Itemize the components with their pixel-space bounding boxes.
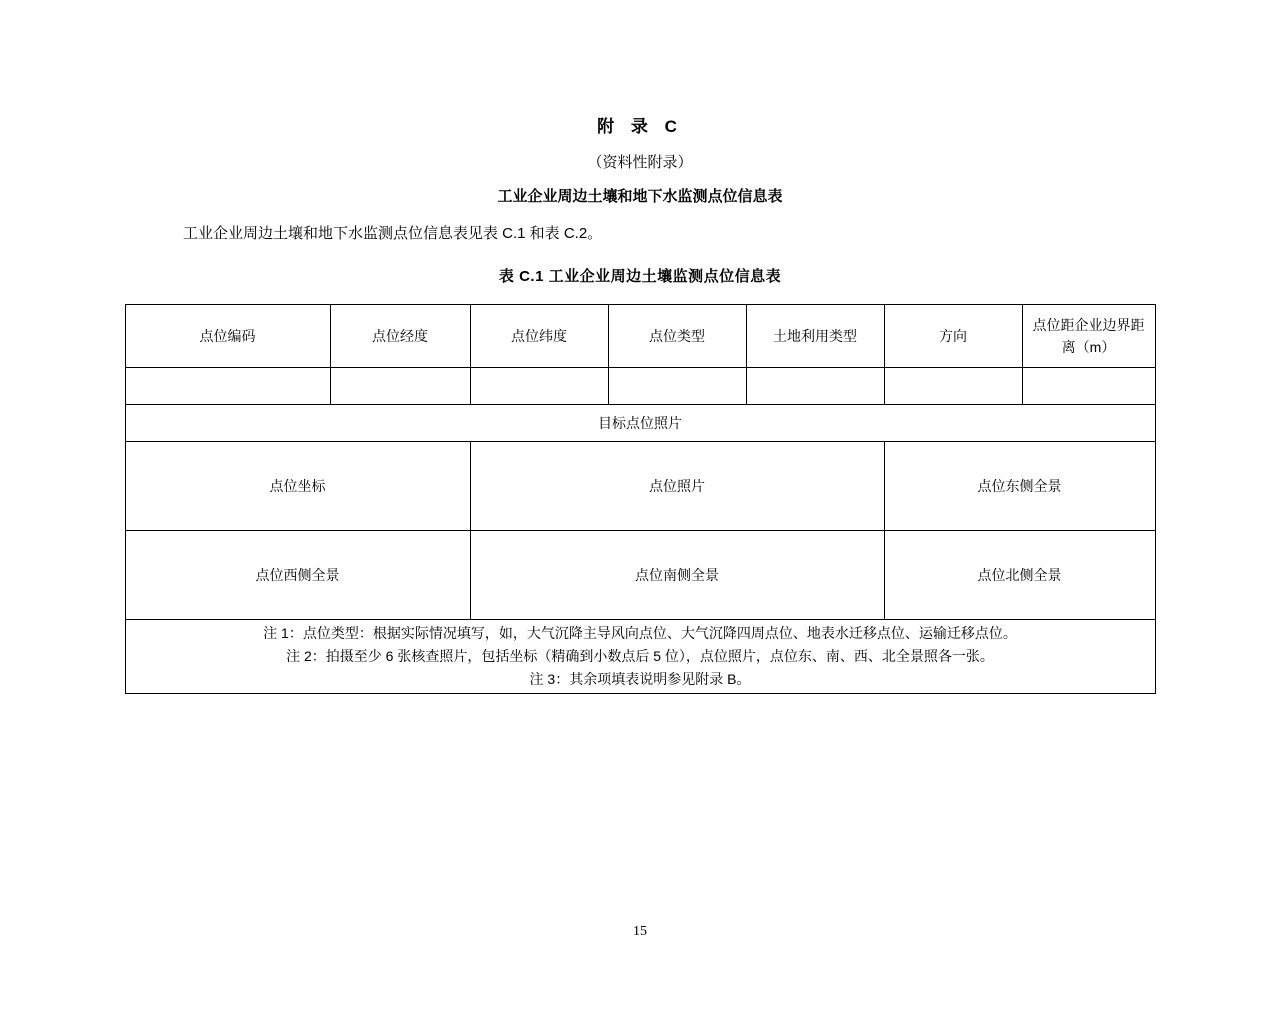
table-header-cell: 点位距企业边界距离（m）	[1022, 305, 1155, 368]
intro-paragraph: 工业企业周边土壤和地下水监测点位信息表见表 C.1 和表 C.2。	[183, 225, 603, 242]
table-blank-cell	[1022, 368, 1155, 405]
note-line-1: 注 1：点位类型：根据实际情况填写，如，大气沉降主导风向点位、大气沉降四周点位、地表水迁移点位、运输迁移点位。	[263, 625, 1017, 641]
table-header-cell: 点位纬度	[470, 305, 608, 368]
note-line-2: 注 2：拍摄至少 6 张核查照片，包括坐标（精确到小数点后 5 位），点位照片，点位东、南、西、北全景照各一张。	[286, 648, 994, 664]
photo-cell-east-panorama: 点位东侧全景	[884, 442, 1155, 531]
photo-row-2	[125, 531, 1155, 620]
photo-cell-point-photo: 点位照片	[470, 442, 884, 531]
table-header-cell: 点位经度	[330, 305, 470, 368]
appendix-type: （资料性附录）	[587, 154, 693, 171]
appendix-title: 附 录 C	[597, 117, 683, 136]
table-blank-cell	[125, 368, 330, 405]
table-blank-cell	[746, 368, 884, 405]
table-header-cell: 方向	[884, 305, 1022, 368]
table-header-row	[125, 305, 1155, 368]
monitoring-point-info-table	[125, 304, 1156, 694]
table-blank-row	[125, 368, 1155, 405]
photo-cell-west-panorama: 点位西侧全景	[125, 531, 470, 620]
photo-row-1	[125, 442, 1155, 531]
table-notes-row	[125, 620, 1155, 694]
page-number: 15	[633, 924, 647, 939]
table-header-cell: 点位类型	[608, 305, 746, 368]
table-blank-cell	[330, 368, 470, 405]
photo-cell-coordinates: 点位坐标	[125, 442, 470, 531]
appendix-name: 工业企业周边土壤和地下水监测点位信息表	[497, 188, 783, 205]
note-line-3: 注 3：其余项填表说明参见附录 B。	[529, 671, 751, 687]
table-caption: 表 C.1 工业企业周边土壤监测点位信息表	[498, 268, 782, 285]
table-blank-cell	[608, 368, 746, 405]
document-page	[0, 112, 1280, 1017]
table-notes	[125, 620, 1155, 694]
table-blank-cell	[470, 368, 608, 405]
photo-cell-north-panorama: 点位北侧全景	[884, 531, 1155, 620]
photo-section-title: 目标点位照片	[125, 405, 1155, 442]
table-header-cell: 土地利用类型	[746, 305, 884, 368]
table-header-cell: 点位编码	[125, 305, 330, 368]
table-blank-cell	[884, 368, 1022, 405]
photo-cell-south-panorama: 点位南侧全景	[470, 531, 884, 620]
photo-section-title-row	[125, 405, 1155, 442]
